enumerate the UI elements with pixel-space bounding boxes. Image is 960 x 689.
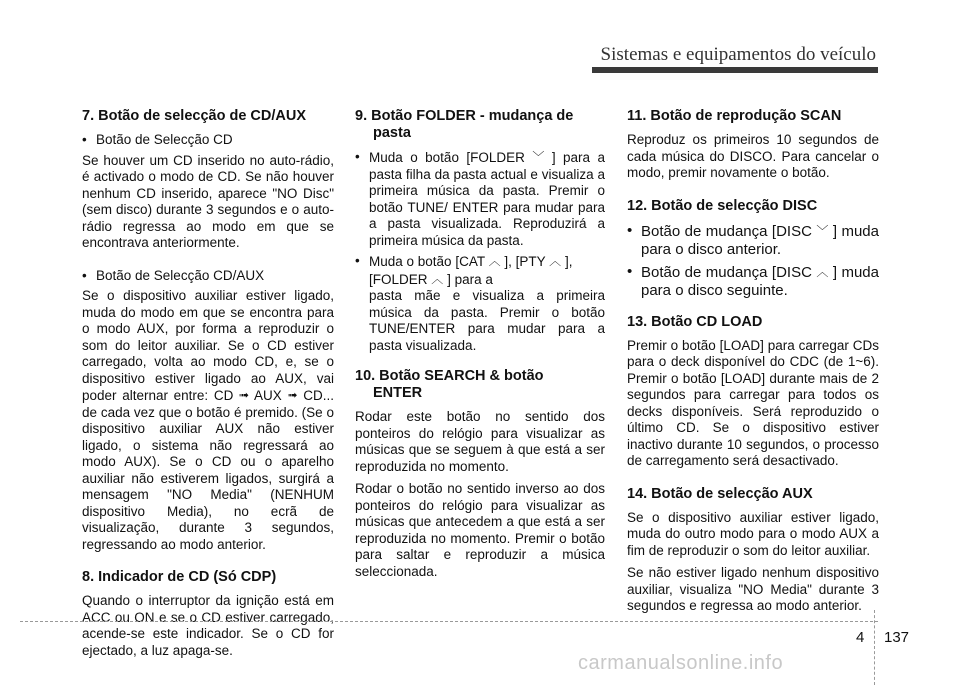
bullet-icon: • [82,267,87,283]
paragraph: Se houver um CD inserido no auto-rádio, é activado o modo de CD. Se não houver nenhum CD inserido, aparece "NO Disc" (sem disco) durante 3 segundos e o auto-rádio regressa ao modo em que se encontrava anteriormente. [82,152,334,250]
paragraph: Reproduz os primeiros 10 segundos de cada música do DISCO. Para cancelar o modo, premir novamente o botão. [627,132,879,180]
arrow-right-icon: ➟ [287,388,298,402]
footer-divider [20,621,878,622]
paragraph: Se o dispositivo auxiliar estiver ligado, muda do outro modo para o modo AUX a fim de reproduzir o som do leitor auxiliar. [627,509,879,558]
column-3 [627,108,879,621]
bullet-icon: • [627,221,633,239]
paragraph: Premir o botão [LOAD] para carregar CDs para o deck disponível do CDC (de 1~6). Premir o botão [LOAD] durante mais de 2 segundos para carregar para todos os decks disponíveis. Será reproduzido o último CD. Se o dispositivo estiver inactivo durante 10 segundos, o processo de carregamento será desactivado. [627,337,879,468]
column-1 [82,108,334,665]
heading-13: 13. Botão CD LOAD [627,313,763,330]
page-header-title: Sistemas e equipamentos do veículo [600,44,876,65]
chevron-down-icon: ﹀ [816,223,829,238]
heading-8: 8. Indicador de CD (Só CDP) [82,569,277,585]
heading-14: 14. Botão de selecção AUX [627,485,813,502]
heading-7: 7. Botão de selecção de CD/AUX [82,108,307,124]
paragraph: Rodar o botão no sentido inverso ao dos ponteiros do relógio para visualizar as músicas que antecedem a que está a ser reproduzida no momento. Premir o botão para saltar e reproduzir a música seleccionada. [355,481,605,579]
heading-10: 10. Botão SEARCH & botão ENTER [355,368,544,401]
arrow-right-icon: ➟ [239,388,250,402]
heading-12: 12. Botão de selecção DISC [627,197,818,214]
section-number: 4 [856,629,865,646]
column-2 [355,108,605,586]
paragraph: Se não estiver ligado nenhum dispositivo auxiliar, visualiza "NO Media" durante 3 segundos e regressa ao modo anterior. [627,565,879,613]
bullet-item: • Botão de mudança [DISC ︿ ] muda para o disco seguinte. [627,262,879,299]
paragraph: Rodar este botão no sentido dos ponteiros do relógio para visualizar as músicas que se seguem à que está a ser reproduzida no momento. [355,409,605,474]
bullet-icon: • [355,253,360,268]
bullet-item: • Botão de mudança [DISC ﹀ ] muda para o disco anterior. [627,221,879,258]
chevron-up-icon: ︿ [431,271,444,286]
header-bar [592,67,878,73]
bullet-item: • Muda o botão [FOLDER ﹀ ] para a pasta filha da pasta actual e visualiza a primeira música da pasta. Premir o botão TUNE/ ENTER para mudar para a pasta visualizada. Reproduzirá a primeira música da pasta. [355,149,605,248]
paragraph: Se o dispositivo auxiliar estiver ligado, muda do modo em que se encontra para o modo AUX, por forma a reproduzir o som do leitor auxiliar. Se o CD estiver carregado, volta ao modo CD, e, se o dispositivo estiver ligado ao AUX, vai poder alternar entre: CD ➟ AUX ➟ CD... de cada vez que o botão é premido. (Se o dispositivo auxiliar AUX não estiver ligado, o sistema não regressará ao modo AUX). Se o CD ou o aparelho auxiliar não estiverem ligados, surgirá a mensagem "NO Media" (NENHUM dispositivo Media), no ecrã de visualização, durante 3 segundos, regressando ao modo anterior. [82,288,334,552]
chevron-up-icon: ︿ [816,264,829,279]
bullet-item: • Botão de Selecção CD [82,132,233,147]
bullet-icon: • [627,262,633,280]
bullet-icon: • [82,132,87,147]
chevron-up-icon: ︿ [488,254,501,268]
footer-vertical-divider [874,610,875,685]
page-number: 137 [884,629,910,646]
paragraph: Quando o interruptor da ignição está em ACC ou ON e se o CD estiver carregado, acende-se este indicador. Se o CD for ejectado, a luz apaga-se. [82,593,334,658]
bullet-icon: • [355,149,360,164]
watermark: carmanualsonline.info [578,652,784,674]
chevron-down-icon: ﹀ [532,150,545,164]
bullet-item: • Muda o botão [CAT ︿ ], [PTY ︿ ], [FOLDER ︿ ] para a pasta mãe e visualiza a primeira música da pasta. Premir o botão TUNE/ENTER para mudar para a pasta visualizada. [355,253,605,353]
bullet-item: • Botão de Selecção CD/AUX [82,267,265,283]
chevron-up-icon: ︿ [549,254,562,268]
heading-11: 11. Botão de reprodução SCAN [627,108,842,124]
heading-9: 9. Botão FOLDER - mudança de pasta [355,108,574,141]
